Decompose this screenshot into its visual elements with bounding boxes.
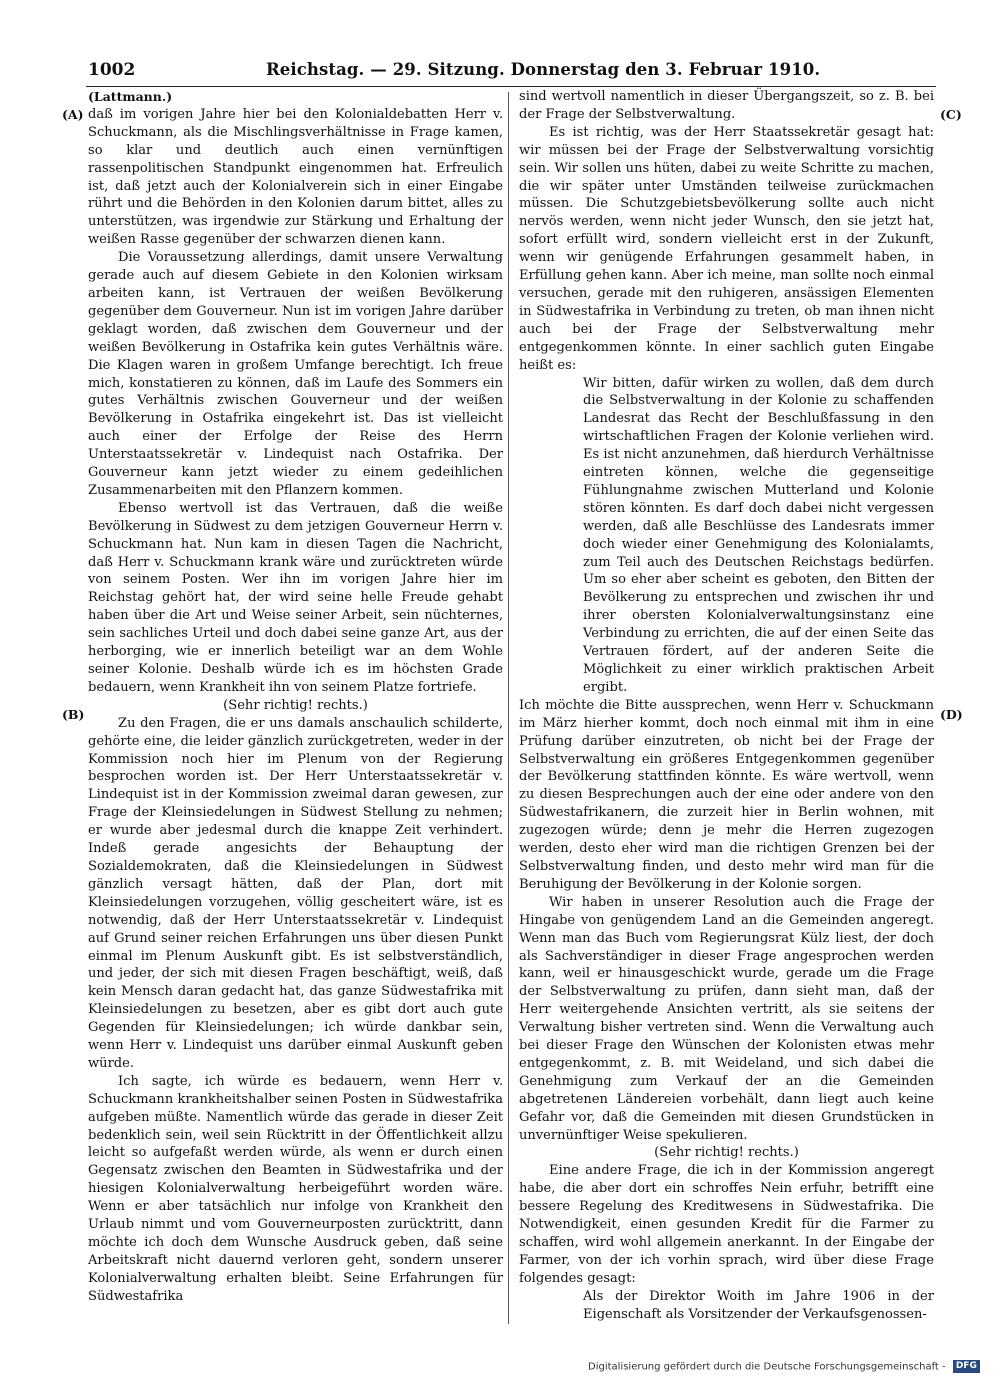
paragraph: Die Voraussetzung allerdings, damit unsere Verwaltung gerade auch auf diesem Gebiete in den Kolonien wirksam arbeiten kann, ist Vertrauen der weißen Bevölkerung gegenüber dem Gouverneur. Nun ist im vorigen Jahre darüber geklagt worden, daß zwischen dem Gouverneur und der weißen Bevölkerung in Ostafrika kein gutes Verhältnis wäre. Die Klagen waren in großem Umfange berechtigt. Ich freue mich, konstatieren zu können, daß im Laufe des Sommers ein gutes Verhältnis zwischen Gouverneur und der weißen Bevölkerung in Ostafrika eingekehrt ist. Das ist vielleicht auch einer der Erfolge der Reise des Herrn Unterstaatssekretär v. Lindequist nach Ostafrika. Der Gouverneur kann jetzt wieder zu einem gedeihlichen Zusammenarbeiten mit den Pflanzern kommen. [88, 250, 503, 498]
dfg-logo: DFG [953, 1360, 980, 1373]
page-number: 1002 [88, 60, 136, 80]
quote-text: Als der Direktor Woith im Jahre 1906 in der Eigenschaft als Vorsitzender der Verkaufsgenossen- [583, 1288, 934, 1322]
block-quote [519, 1288, 934, 1324]
paragraph: Es ist richtig, was der Herr Staatssekretär gesagt hat: wir müssen bei der Frage der Selbstverwaltung vorsichtig sein. Wir sollen uns hüten, dabei zu weite Schritte zu machen, die wir später unter Umständen teilweise zurückmachen müssen. Die Schutzgebietsbevölkerung sollte auch nicht nervös werden, wenn nicht jeder Wunsch, den sie jetzt hat, sofort erfüllt wird, sondern vielleicht erst in der Zukunft, wenn wir genügende Erfahrungen gesammelt haben, in Erfüllung gehen kann. Aber ich meine, man sollte noch einmal versuchen, gerade mit den ruhigeren, ansässigen Elementen in Südwestafrika in Verbindung zu treten, ob man ihnen nicht auch bei der Frage der Selbstverwaltung mehr entgegenkommen könnte. In einer sachlich guten Eingabe heißt es: [519, 124, 934, 373]
left-column [88, 88, 503, 1323]
margin-mark-b: (B) [62, 707, 85, 722]
running-head: Reichstag. — 29. Sitzung. Donnerstag den 3. Februar 1910. [266, 60, 821, 79]
right-column [519, 88, 934, 1323]
paragraph: Eine andere Frage, die ich in der Kommission angeregt habe, die aber dort ein schroffes Nein erfuhr, betrifft eine bessere Regelung des Kreditwesens in Südwestafrika. Die Notwendigkeit, einen gesunden Kredit für die Farmer zu schaffen, wird wohl allgemein anerkannt. In der Eingabe der Farmer, von der ich vorhin sprach, wird über diese Frage folgendes gesagt: [519, 1163, 934, 1286]
interjection: (Sehr richtig! rechts.) [223, 697, 368, 713]
paragraph: Wir haben in unserer Resolution auch die Frage der Hingabe von genügendem Land an die Gemeinden angeregt. Wenn man das Buch vom Regierungsrat Külz liest, der doch als Sachverständiger in dieser Frage angesprochen werden kann, weil er hinausgeschickt wurde, gerade um die Frage der Selbstverwaltung zu prüfen, dann sieht man, daß der Herr weitergehende Ansichten vertritt, als sie seitens der Verwaltung bisher vertreten sind. Wenn die Verwaltung auch bei dieser Frage den Wünschen der Kolonisten etwas mehr entgegenkommt, z. B. mit Weideland, und sich dabei die Genehmigung zum Verkauf der an die Gemeinden abgetretenen Ländereien vorbehält, dann liegt auch keine Gefahr vor, daß die Gemeinden mit diesen Grundstücken in unvernünftiger Weise spekulieren. [519, 894, 934, 1143]
paragraph: Ich möchte die Bitte aussprechen, wenn Herr v. Schuckmann im März hierher kommt, doch noch einmal mit ihm in eine Prüfung darüber einzutreten, ob nicht bei der Frage der Selbstverwaltung ein größeres Entgegenkommen gegenüber der Bevölkerung stattfinden könnte. Es wäre wertvoll, wenn zu diesen Besprechungen auch der eine oder andere von den Südwestafrikanern, die zurzeit hier in Berlin wohnen, mit zugezogen würde; denn je mehr die Herren zugezogen werden, desto eher wird man die richtigen Grenzen bei der Selbstverwaltung finden, und desto mehr wird man für die Beruhigung der Bevölkerung in der Kolonie sorgen. [519, 697, 934, 892]
margin-mark-d: (D) [940, 707, 963, 722]
margin-mark-a: (A) [62, 107, 84, 122]
paragraph: sind wertvoll namentlich in dieser Übergangszeit, so z. B. bei der Frage der Selbstverwaltung. [519, 89, 934, 122]
page-header [86, 58, 936, 87]
column-divider [508, 92, 509, 1324]
page-footer [588, 1360, 988, 1378]
speaker-name: (Lattmann.) [88, 89, 173, 104]
margin-mark-c: (C) [940, 107, 962, 122]
paragraph: Ich sagte, ich würde es bedauern, wenn Herr v. Schuckmann krankheitshalber seinen Posten in Südwestafrika aufgeben müßte. Namentlich würde das gerade in dieser Zeit bedenklich sein, weil sein Rücktritt in der Öffentlichkeit allzu leicht so aufgefaßt werden würde, als wenn er durch einen Gegensatz zwischen den Beamten in Südwestafrika und der hiesigen Kolonialverwaltung herbeigeführt worden wäre. Wenn er aber tatsächlich nur infolge von Krankheit den Urlaub nimmt und vom Gouverneurposten zurücktritt, dann möchte ich doch dem Wunsche Ausdruck geben, daß seine Arbeitskraft nicht dauernd verloren geht, sondern unserer Kolonialverwaltung erhalten bleibt. Seine Erfahrungen für Südwestafrika [88, 1073, 503, 1304]
paragraph: daß im vorigen Jahre hier bei den Kolonialdebatten Herr v. Schuckmann, als die Mischlingsverhältnisse in Frage kamen, so klar und deutlich auch einen vernünftigen rassenpolitischen Standpunkt eingenommen hat. Erfreulich ist, daß jetzt auch der Kolonialverein sich in einer Eingabe rührt und die Behörden in den Kolonien darum bittet, alles zu unterstützen, was irgendwie zur Stärkung und Erhaltung der weißen Rasse gegenüber der schwarzen dienen kann. [88, 106, 503, 248]
paragraph: Ebenso wertvoll ist das Vertrauen, daß die weiße Bevölkerung in Südwest zu dem jetzigen Gouverneur Herrn v. Schuckmann hat. Nun kam in diesen Tagen die Nachricht, daß Herr v. Schuckmann krank wäre und zurücktreten würde von seinem Posten. Wer ihn im vorigen Jahre hier im Reichstag gehört hat, der wird seine helle Freude gehabt haben über die Art und Weise seiner Arbeit, sein nüchternes, sein sachliches Urteil und doch dabei seine ganze Art, aus der herborging, wie er innerlich beteiligt war an dem Wohle seiner Kolonie. Deshalb würde ich es im höchsten Grade bedauern, wenn Krankheit ihn von seinem Platze fortriefe. [88, 500, 503, 695]
footer-credit: Digitalisierung gefördert durch die Deutsche Forschungsgemeinschaft - [588, 1361, 946, 1373]
quote-text: Wir bitten, dafür wirken zu wollen, daß dem durch die Selbstverwaltung in der Kolonie zu schaffenden Landesrat das Recht der Beschlußfassung in den wirtschaftlichen Fragen der Kolonie verliehen wird. Es ist nicht anzunehmen, daß hierdurch Verhältnisse eintreten können, welche die gegenseitige Fühlungnahme zwischen Mutterland und Kolonie stören könnten. Es darf doch dabei nicht vergessen werden, daß alle Beschlüsse des Landesrats immer doch wieder einer Genehmigung des Kolonialamts, zum Teil auch des Deutschen Reichstags bedürfen. Um so eher aber scheint es geboten, den Bitten der Bevölkerung zu entsprechen und zwischen ihr und ihrer obersten Kolonialverwaltungsinstanz eine Verbindung zu errichten, die auf der einen Seite das Vertrauen fördert, auf der anderen Seite die Möglichkeit zu einer wirklich praktischen Arbeit ergibt. [583, 375, 934, 695]
block-quote [519, 375, 934, 697]
paragraph: Zu den Fragen, die er uns damals anschaulich schilderte, gehörte eine, die leider gänzlich zurückgetreten, weder in der Kommission noch hier im Plenum von der Regierung besprochen worden ist. Der Herr Unterstaatssekretär v. Lindequist ist in der Kommission zweimal daran gewesen, zur Frage der Kleinsiedelungen in Südwest Stellung zu nehmen; er wurde aber jedesmal durch die knappe Zeit verhindert. Indeß gerade angesichts der Behauptung der Sozialdemokraten, daß die Kleinsiedelungen in Südwest gänzlich versagt hätten, daß der Plan, dort mit Kleinsiedelungen vorzugehen, völlig gescheitert wäre, ist es notwendig, daß der Herr Unterstaatssekretär v. Lindequist auf Grund seiner reichen Erfahrungen uns über diesen Punkt einmal im Plenum Auskunft gibt. Es ist selbstverständlich, und jeder, der sich mit diesen Fragen beschäftigt, weiß, daß kein Mensch daran gedacht hat, das ganze Südwestafrika mit Kleinsiedelungen zu besetzen, aber es gibt dort auch gute Gegenden für Kleinsiedelungen; ich würde dankbar sein, wenn Herr v. Lindequist uns darüber einmal Auskunft geben würde. [88, 715, 503, 1071]
interjection: (Sehr richtig! rechts.) [654, 1145, 799, 1161]
